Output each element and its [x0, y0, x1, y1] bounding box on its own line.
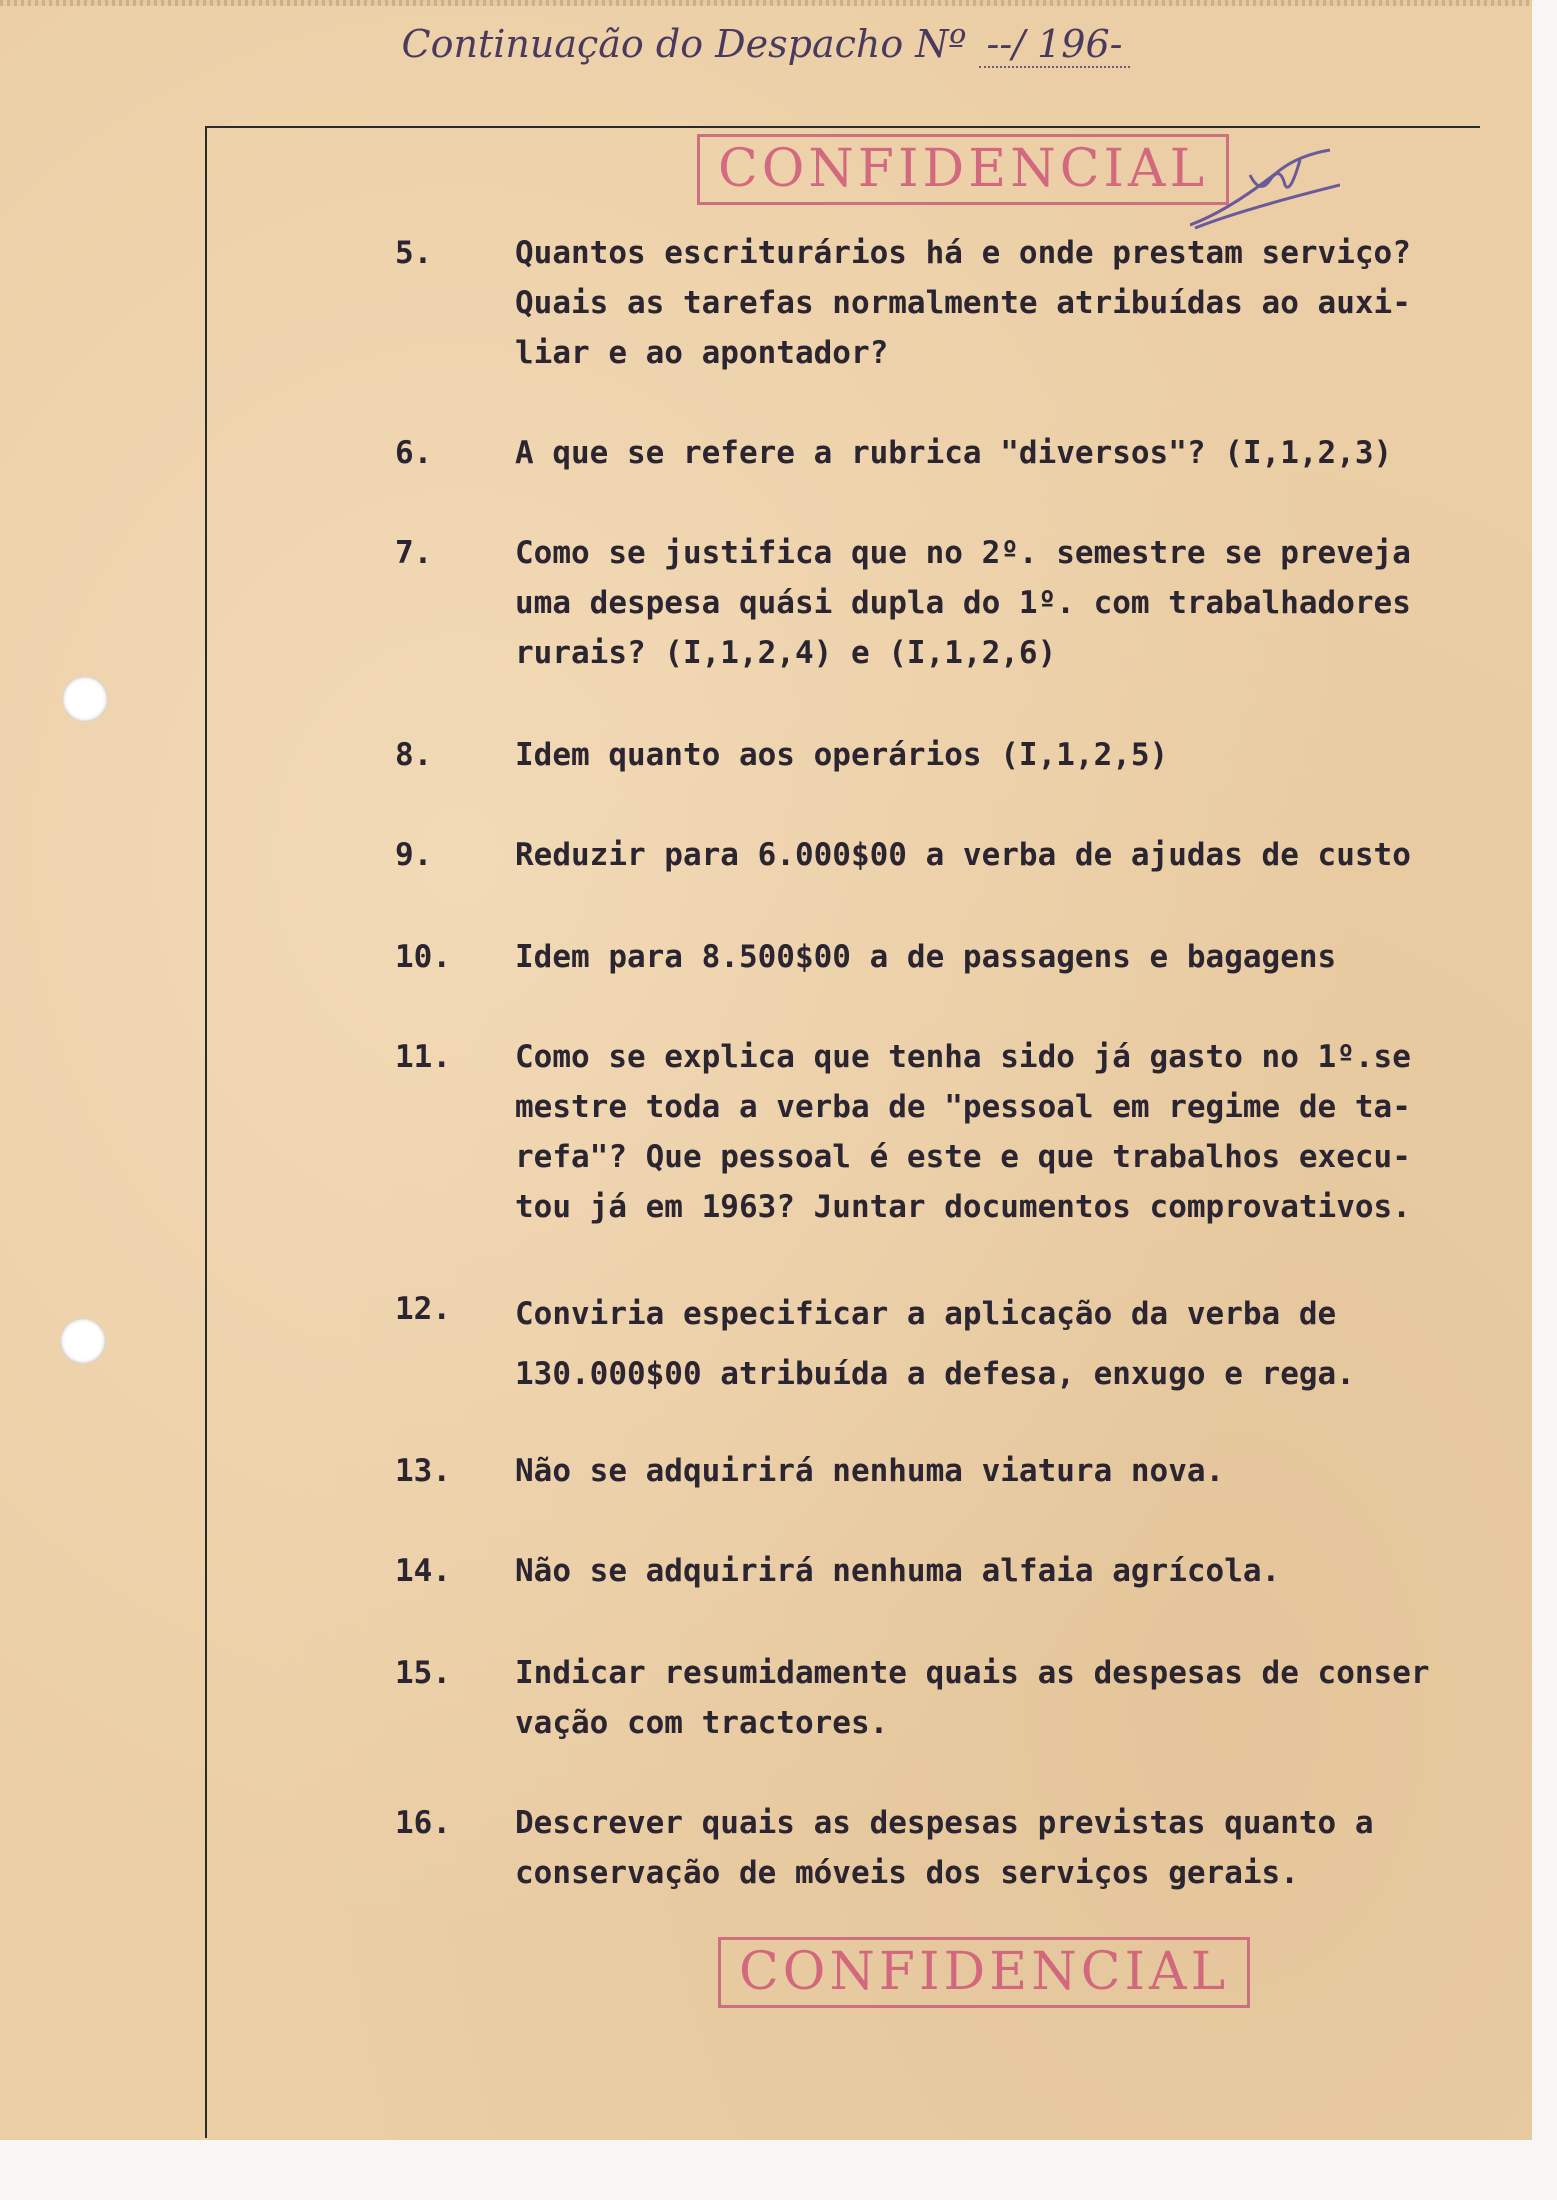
item-text: Reduzir para 6.000$00 a verba de ajudas de custo	[515, 837, 1411, 873]
item-number: 14.	[395, 1553, 451, 1589]
item-number: 10.	[395, 939, 451, 975]
top-rule	[205, 126, 1480, 128]
item-number: 15.	[395, 1655, 451, 1691]
item-text: Conviria especificar a aplicação da verba de 130.000$00 atribuída a defesa, enxugo e rega.	[515, 1296, 1355, 1392]
item-number: 12.	[395, 1291, 451, 1327]
confidential-stamp: CONFIDENCIAL	[697, 134, 1229, 205]
item-text: Idem quanto aos operários (I,1,2,5)	[515, 737, 1169, 773]
punch-hole-icon	[60, 1318, 106, 1364]
item-number: 8.	[395, 737, 433, 773]
item-number: 13.	[395, 1453, 451, 1489]
item-number: 7.	[395, 535, 433, 571]
item-number: 9.	[395, 837, 433, 873]
item-text: Não se adquirirá nenhuma alfaia agrícola.	[515, 1553, 1281, 1589]
left-margin-rule	[205, 126, 207, 2138]
item-text: Quantos escriturários há e onde prestam serviço? Quais as tarefas normalmente atribuídas ao auxi- liar e ao apontador?	[515, 235, 1411, 371]
item-text: Indicar resumidamente quais as despesas de conser vação com tractores.	[515, 1655, 1430, 1741]
header-number: --/ 196-	[979, 22, 1131, 68]
item-text: Não se adquirirá nenhuma viatura nova.	[515, 1453, 1225, 1489]
item-text: Como se justifica que no 2º. semestre se preveja uma despesa quási dupla do 1º. com trabalhadores rurais? (I,1,2,4) e (I,1,2,6)	[515, 535, 1411, 671]
item-number: 16.	[395, 1805, 451, 1841]
item-text: Idem para 8.500$00 a de passagens e bagagens	[515, 939, 1337, 975]
torn-edge	[0, 0, 1532, 6]
item-text: Descrever quais as despesas previstas quanto a conservação de móveis dos serviços gerais.	[515, 1805, 1374, 1891]
item-number: 6.	[395, 435, 433, 471]
item-text: A que se refere a rubrica "diversos"? (I,1,2,3)	[515, 435, 1393, 471]
header-prefix: Continuação do Despacho Nº	[401, 22, 967, 66]
confidential-stamp: CONFIDENCIAL	[718, 1937, 1250, 2008]
punch-hole-icon	[62, 676, 108, 722]
item-text: Como se explica que tenha sido já gasto no 1º.se mestre toda a verba de "pessoal em regime de ta- refa"? Que pessoal é este e que trabalhos execu- tou já em 1963? Juntar documentos comprovativos.	[515, 1039, 1411, 1225]
item-number: 11.	[395, 1039, 451, 1075]
item-number: 5.	[395, 235, 433, 271]
handwritten-initials	[1190, 140, 1340, 240]
page-header	[0, 22, 1532, 68]
